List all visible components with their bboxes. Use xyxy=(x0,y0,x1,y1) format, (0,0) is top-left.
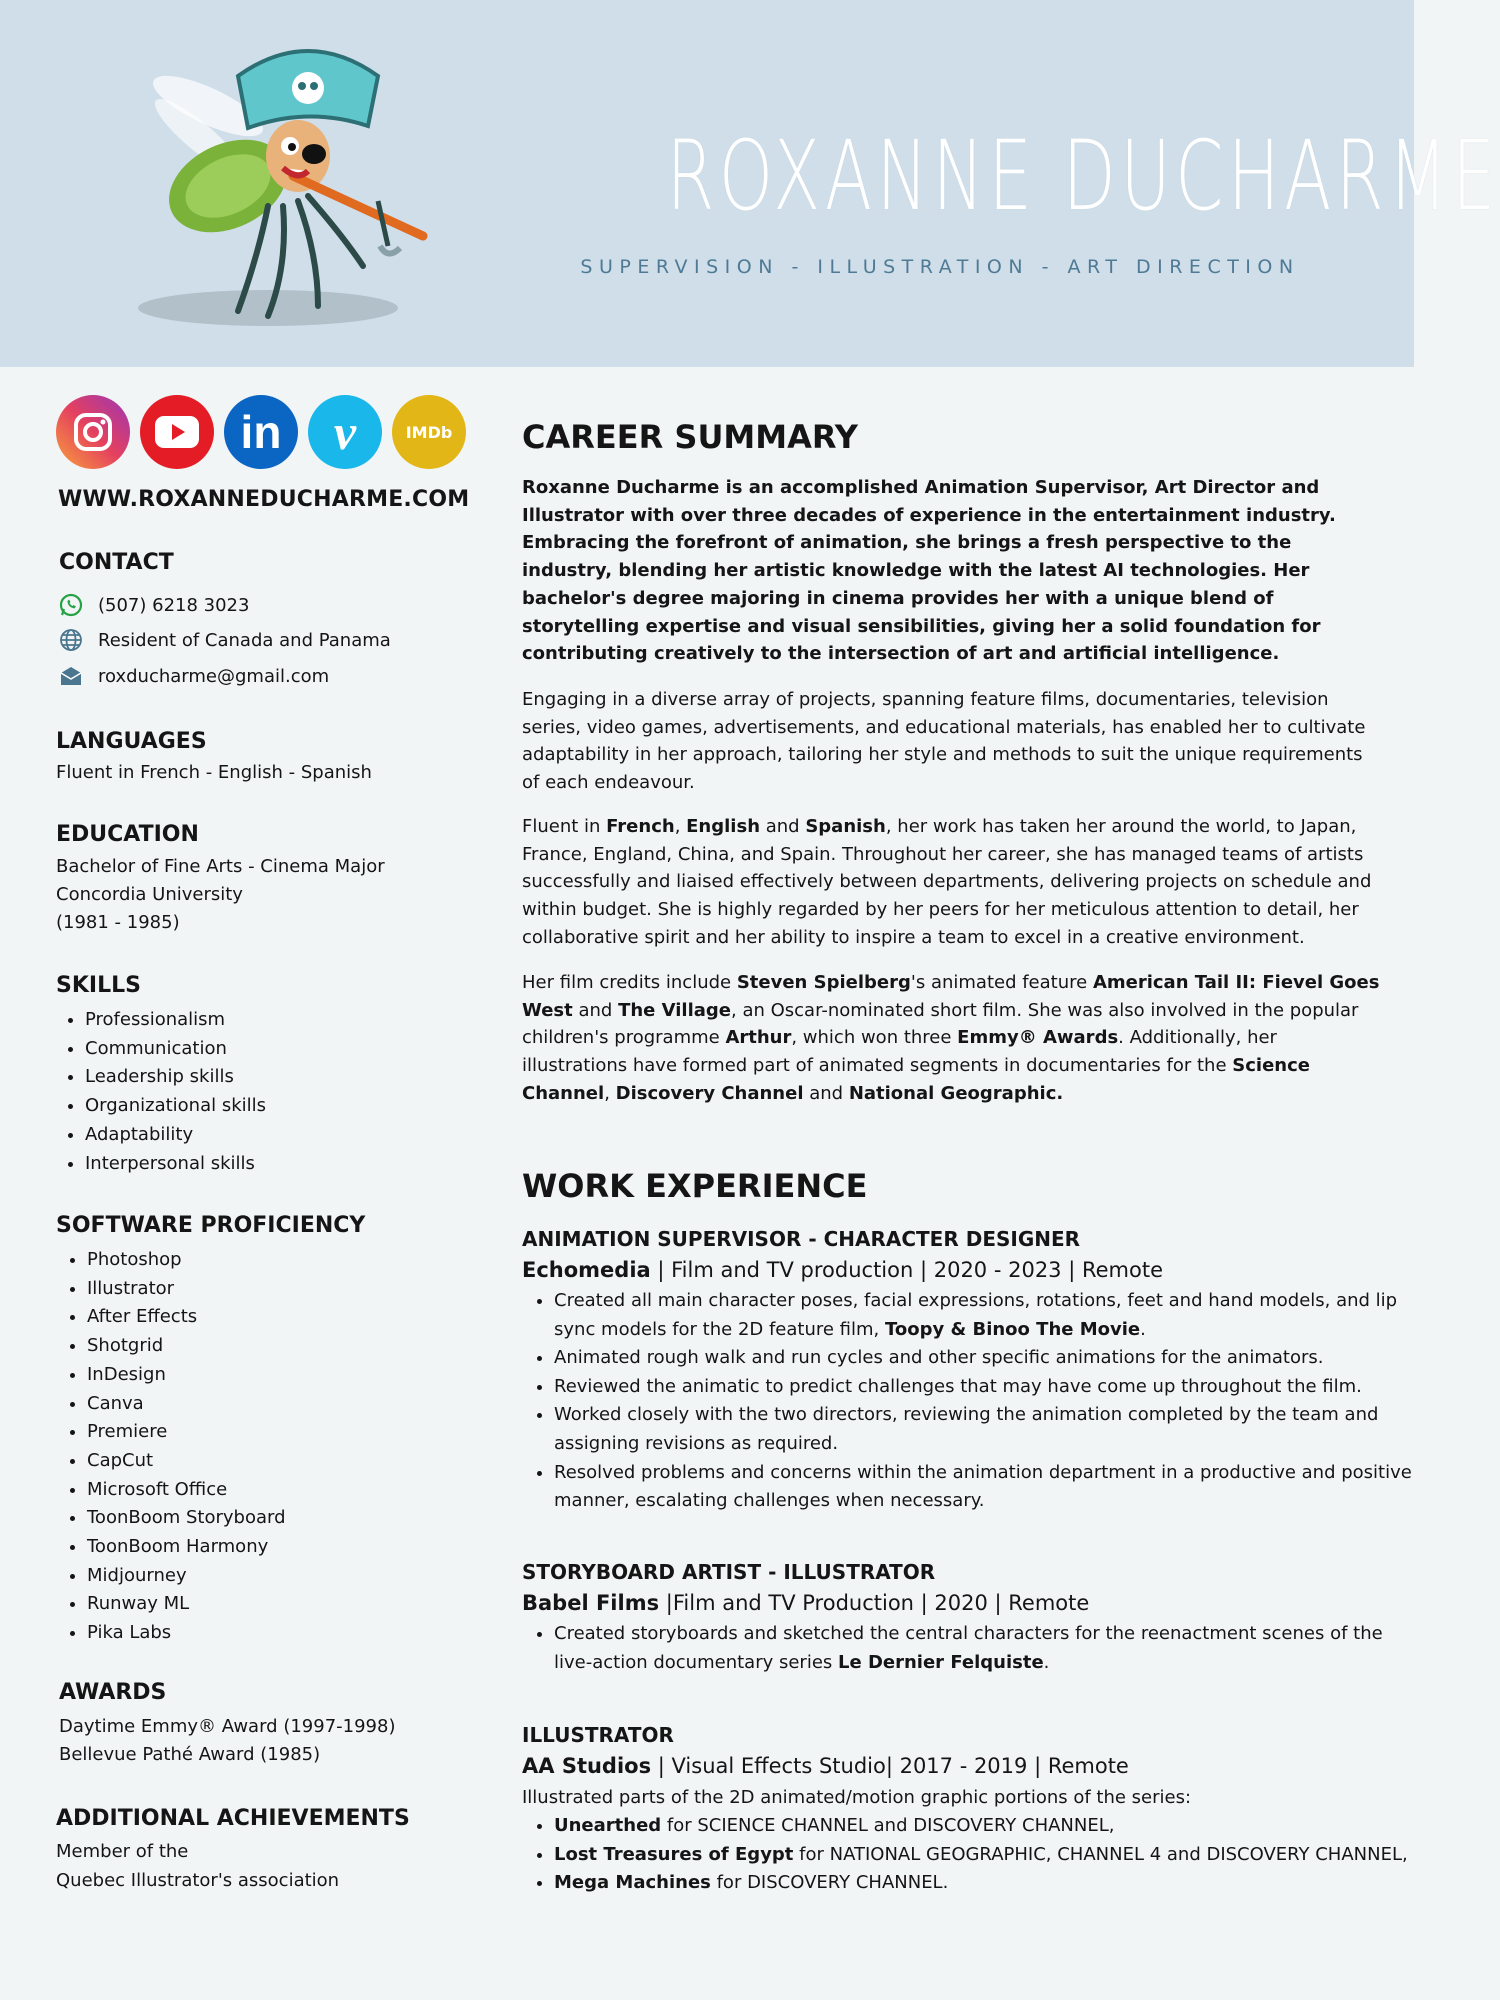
education-school: Concordia University xyxy=(56,884,243,905)
series-name: Unearthed xyxy=(554,1815,662,1836)
duty-text: . xyxy=(1140,1318,1146,1340)
summary-paragraph xyxy=(522,686,1382,797)
summary-paragraph xyxy=(522,813,1382,952)
job-company-line xyxy=(522,1754,1129,1778)
list-item: • Reviewed the animatic to predict challenges that may have come up throughout the film. xyxy=(554,1373,1414,1402)
website-link[interactable]: WWW.ROXANNEDUCHARME.COM xyxy=(58,487,470,512)
company-name: Babel Films xyxy=(522,1591,660,1615)
list-item xyxy=(554,1287,1414,1344)
summary-text: Fluent in xyxy=(522,816,607,837)
summary-paragraph xyxy=(522,969,1382,1108)
list-item: • Organizational skills xyxy=(85,1092,266,1121)
candidate-tagline: SUPERVISION - ILLUSTRATION - ART DIRECTION xyxy=(580,256,1300,278)
job-duties xyxy=(522,1620,1414,1677)
duty-text: Created storyboards and sketched the central characters for the reenactment scenes of the live-action documentary series xyxy=(554,1623,1383,1673)
summary-paragraph: Roxanne Ducharme is an accomplished Animation Supervisor, Art Director and Illustrator with over three decades of experience in the entertainment industry. Embracing the forefront of animation, she brings a fresh perspective to the industry, blending her artistic knowledge with the latest AI technologies. Her bachelor's degree majoring in cinema provides her with a unique blend of storytelling expertise and visual sensibilities, giving her a solid foundation for contributing creatively to the intersection of art and artificial intelligence. xyxy=(522,477,1336,665)
social-links xyxy=(56,395,476,473)
summary-text: . Additionally, her illustrations have formed part of animated segments in documentaries for the xyxy=(522,1027,1277,1077)
summary-text: , xyxy=(674,816,687,837)
candidate-name: ROXANNE DUCHARME xyxy=(666,120,1500,232)
list-item: • After Effects xyxy=(87,1303,286,1332)
achievement-line: Member of the xyxy=(56,1841,189,1862)
software-heading: SOFTWARE PROFICIENCY xyxy=(56,1213,366,1238)
achievement-line: Quebec Illustrator's association xyxy=(56,1870,340,1891)
education-years: (1981 - 1985) xyxy=(56,912,180,933)
list-item: • Professionalism xyxy=(85,1006,266,1035)
summary-text: and xyxy=(760,816,806,837)
summary-text: Her film credits include xyxy=(522,972,737,993)
job-title: ILLUSTRATOR xyxy=(522,1723,674,1747)
summary-text: , an Oscar-nominated short film. She was also involved in the popular children's programme xyxy=(522,999,1359,1049)
duty-bold: Toopy & Binoo The Movie xyxy=(885,1318,1141,1340)
job-details: | Film and TV production | 2020 - 2023 | Remote xyxy=(650,1258,1163,1282)
list-item: • Leadership skills xyxy=(85,1063,266,1092)
globe-icon xyxy=(58,627,84,653)
summary-text: 's animated feature xyxy=(910,972,1093,993)
skills-list xyxy=(57,1006,266,1178)
summary-bold: National Geographic. xyxy=(848,1082,1064,1104)
summary-bold: Spanish xyxy=(805,816,886,837)
job-title: ANIMATION SUPERVISOR - CHARACTER DESIGNER xyxy=(522,1227,1081,1251)
summary-bold: The Village xyxy=(618,999,731,1021)
list-item xyxy=(554,1869,1414,1898)
list-item: • Runway ML xyxy=(87,1590,286,1619)
list-item: • Adaptability xyxy=(85,1121,266,1150)
list-item: • ToonBoom Storyboard xyxy=(87,1504,286,1533)
email-link[interactable]: roxducharme@gmail.com xyxy=(98,665,330,687)
summary-bold: Arthur xyxy=(725,1027,792,1049)
list-item: • Worked closely with the two directors, reviewing the animation completed by the team and assigning revisions as required. xyxy=(554,1401,1414,1458)
series-text: for DISCOVERY CHANNEL. xyxy=(710,1872,949,1894)
list-item xyxy=(554,1841,1414,1870)
duty-text: . xyxy=(1043,1651,1050,1673)
job-company-line xyxy=(522,1258,1163,1282)
awards-heading: AWARDS xyxy=(59,1680,167,1705)
summary-bold: Discovery Channel xyxy=(615,1082,804,1104)
summary-bold: American Tail II: Fievel Goes West xyxy=(522,972,1380,1021)
company-name: AA Studios xyxy=(522,1754,652,1778)
list-item: • InDesign xyxy=(87,1361,286,1390)
linkedin-label: in xyxy=(240,406,282,458)
series-text: for NATIONAL GEOGRAPHIC, CHANNEL 4 and DISCOVERY CHANNEL, xyxy=(793,1843,1408,1865)
youtube-icon[interactable] xyxy=(140,395,214,469)
summary-text: Engaging in a diverse array of projects, spanning feature films, documentaries, television series, video games, advertisements, and educational materials, has enabled her to cultivate adaptability in her approach, tailoring her style and methods to suit the unique requirements of each endeavour. xyxy=(522,689,1366,794)
summary-text: and xyxy=(803,1082,849,1104)
summary-text: , which won three xyxy=(791,1027,958,1049)
contact-email xyxy=(58,663,329,689)
envelope-icon xyxy=(58,663,84,689)
job-duties xyxy=(522,1812,1414,1898)
list-item: • Photoshop xyxy=(87,1246,286,1275)
job-duties xyxy=(522,1287,1414,1516)
summary-text: , her work has taken her around the world, to Japan, France, England, China, and Spain. Throughout her career, she has managed teams of artists successfully and liaised effectively between departments, delivering projects on schedule and within budget. She is highly regarded by her peers for her meticulous attention to detail, her collaborative spirit and her ability to inspire a team to excel in a creative environment. xyxy=(522,816,1372,948)
instagram-icon[interactable] xyxy=(56,395,130,469)
work-experience-heading: WORK EXPERIENCE xyxy=(522,1167,868,1205)
contact-phone xyxy=(58,592,249,618)
education-degree: Bachelor of Fine Arts - Cinema Major xyxy=(56,856,385,877)
list-item xyxy=(554,1812,1414,1841)
whatsapp-icon xyxy=(58,592,84,618)
header-banner xyxy=(0,0,1500,367)
list-item: • Pika Labs xyxy=(87,1619,286,1648)
vimeo-icon[interactable] xyxy=(308,395,382,469)
summary-bold: Emmy® Awards xyxy=(957,1027,1119,1049)
achievements-heading: ADDITIONAL ACHIEVEMENTS xyxy=(56,1806,410,1831)
residence-text: Resident of Canada and Panama xyxy=(98,629,391,651)
languages-heading: LANGUAGES xyxy=(56,729,207,754)
skills-heading: SKILLS xyxy=(56,973,141,998)
languages-text: Fluent in French - English - Spanish xyxy=(56,762,372,783)
list-item: • Microsoft Office xyxy=(87,1476,286,1505)
job-details: | Visual Effects Studio| 2017 - 2019 | Remote xyxy=(651,1754,1129,1778)
summary-bold: French xyxy=(606,816,675,837)
software-list xyxy=(59,1246,286,1648)
summary-bold: English xyxy=(686,816,761,837)
job-title: STORYBOARD ARTIST - ILLUSTRATOR xyxy=(522,1560,936,1584)
list-item: • Premiere xyxy=(87,1418,286,1447)
duty-text: Created all main character poses, facial expressions, rotations, feet and hand models, and lip sync models for the 2D feature film, xyxy=(554,1290,1398,1340)
company-name: Echomedia xyxy=(522,1258,651,1282)
list-item: • Illustrator xyxy=(87,1275,286,1304)
left-sidebar xyxy=(56,395,476,1891)
contact-heading: CONTACT xyxy=(59,550,174,575)
list-item: • Communication xyxy=(85,1035,266,1064)
phone-number: (507) 6218 3023 xyxy=(98,594,250,616)
education-heading: EDUCATION xyxy=(56,822,199,847)
job-company-line xyxy=(522,1591,1089,1615)
job-intro: Illustrated parts of the 2D animated/motion graphic portions of the series: xyxy=(522,1787,1192,1808)
list-item: • Animated rough walk and run cycles and other specific animations for the animators. xyxy=(554,1344,1414,1373)
contact-residence xyxy=(58,627,391,653)
list-item: • Midjourney xyxy=(87,1562,286,1591)
imdb-icon[interactable] xyxy=(392,395,466,469)
award-item: Daytime Emmy® Award (1997-1998) xyxy=(59,1716,396,1737)
series-name: Lost Treasures of Egypt xyxy=(554,1843,794,1865)
duty-bold: Le Dernier Felquiste xyxy=(838,1651,1044,1673)
linkedin-icon[interactable] xyxy=(224,395,298,469)
series-text: for SCIENCE CHANNEL and DISCOVERY CHANNEL, xyxy=(661,1815,1115,1836)
list-item: • ToonBoom Harmony xyxy=(87,1533,286,1562)
vimeo-label: v xyxy=(333,404,357,460)
list-item: • Canva xyxy=(87,1390,286,1419)
list-item: • Resolved problems and concerns within the animation department in a productive and positive manner, escalating challenges when necessary. xyxy=(554,1459,1414,1516)
imdb-label: IMDb xyxy=(405,422,453,442)
pirate-mosquito-illustration xyxy=(118,36,448,336)
list-item: • Shotgrid xyxy=(87,1332,286,1361)
list-item: • CapCut xyxy=(87,1447,286,1476)
summary-text: and xyxy=(572,999,619,1021)
summary-bold: Science Channel xyxy=(522,1055,1310,1104)
job-details: |Film and TV Production | 2020 | Remote xyxy=(659,1591,1090,1615)
list-item xyxy=(554,1620,1414,1677)
summary-bold: Steven Spielberg xyxy=(736,972,911,993)
award-item: Bellevue Pathé Award (1985) xyxy=(59,1744,321,1765)
summary-text: , xyxy=(604,1082,616,1104)
series-name: Mega Machines xyxy=(554,1872,711,1894)
career-summary-heading: CAREER SUMMARY xyxy=(522,418,858,456)
list-item: • Interpersonal skills xyxy=(85,1150,266,1179)
